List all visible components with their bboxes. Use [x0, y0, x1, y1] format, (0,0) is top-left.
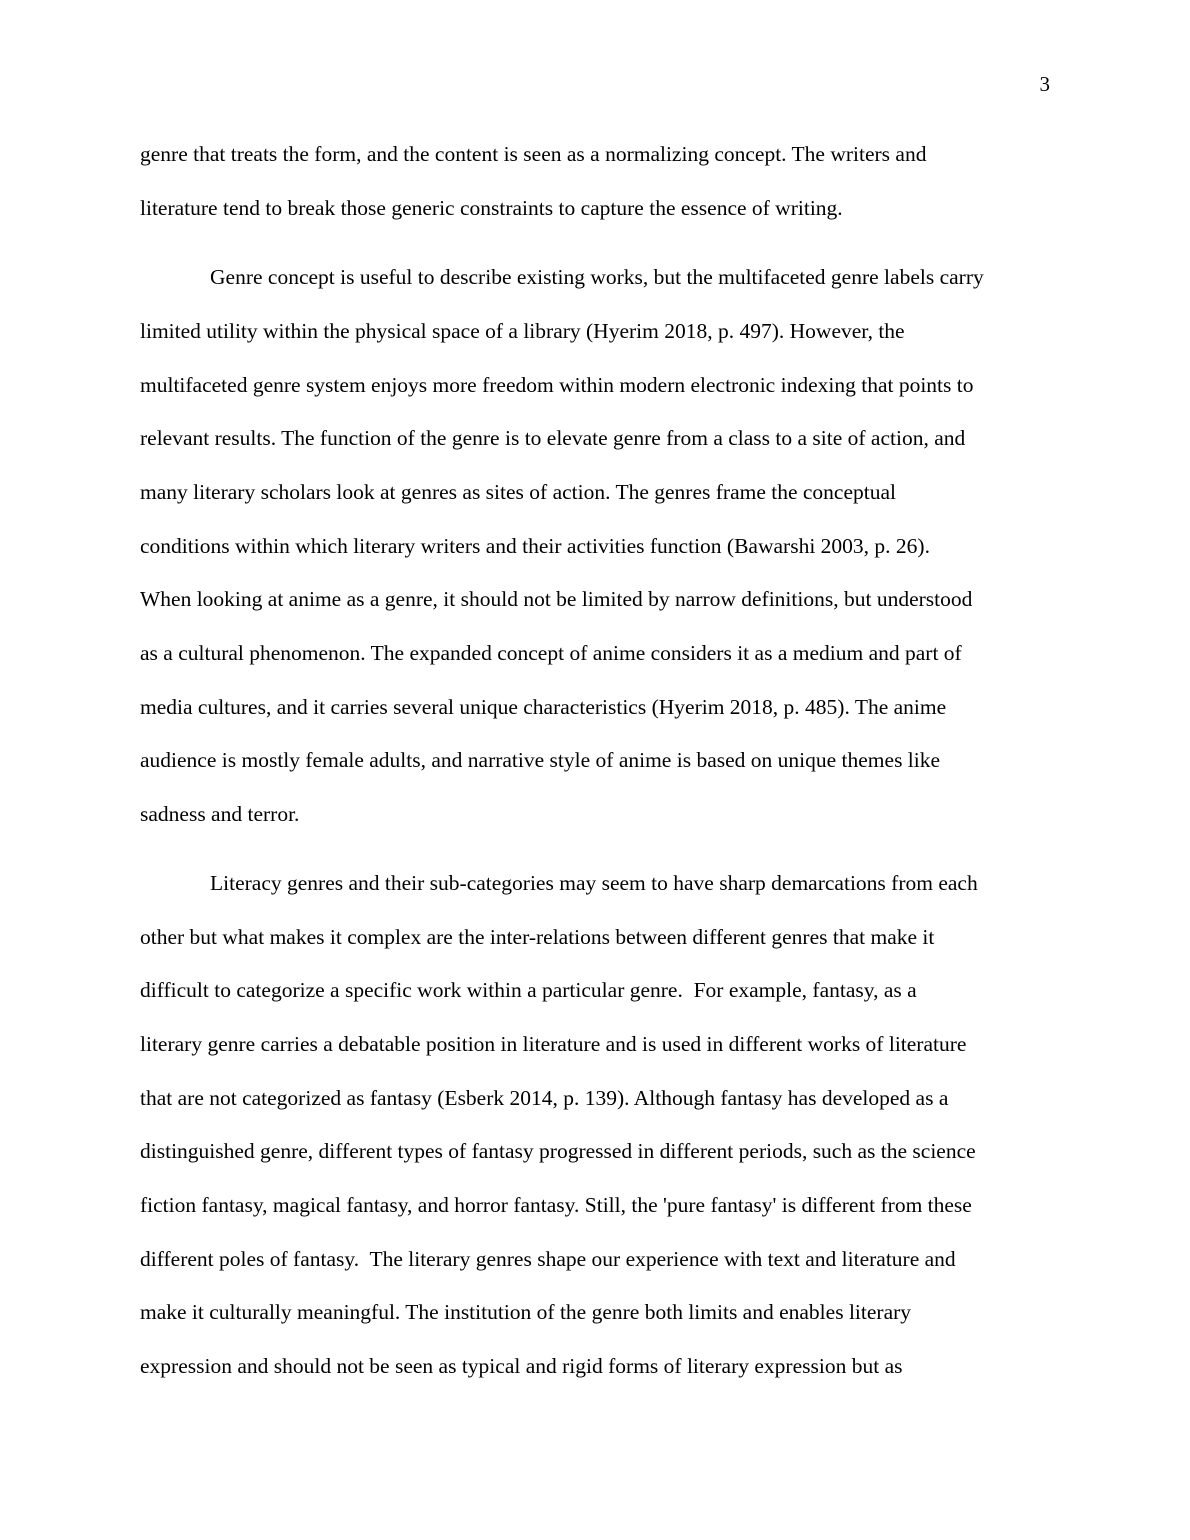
text-line: multifaceted genre system enjoys more freedom within modern electronic indexing that points to [140, 373, 974, 397]
text-line: expression and should not be seen as typical and rigid forms of literary expression but as [140, 1354, 903, 1378]
text-line: media cultures, and it carries several unique characteristics (Hyerim 2018, p. 485). The anime [140, 695, 947, 719]
text-line: Genre concept is useful to describe existing works, but the multifaceted genre labels carry [210, 265, 984, 289]
text-line: as a cultural phenomenon. The expanded concept of anime considers it as a medium and part of [140, 641, 962, 665]
text-line: fiction fantasy, magical fantasy, and horror fantasy. Still, the 'pure fantasy' is different from these [140, 1193, 972, 1217]
text-line: genre that treats the form, and the content is seen as a normalizing concept. The writers and [140, 142, 927, 166]
text-line: distinguished genre, different types of fantasy progressed in different periods, such as the science [140, 1139, 976, 1163]
text-line: literary genre carries a debatable position in literature and is used in different works of literature [140, 1032, 967, 1056]
text-line: audience is mostly female adults, and narrative style of anime is based on unique themes like [140, 748, 941, 772]
text-line: different poles of fantasy. The literary genres shape our experience with text and literature and [140, 1247, 956, 1271]
text-line: many literary scholars look at genres as sites of action. The genres frame the conceptual [140, 480, 897, 504]
text-line: difficult to categorize a specific work within a particular genre. For example, fantasy, as a [140, 978, 917, 1002]
text-line: that are not categorized as fantasy (Esberk 2014, p. 139). Although fantasy has developed as a [140, 1086, 949, 1110]
text-line: conditions within which literary writers and their activities function (Bawarshi 2003, p. 26). [140, 534, 930, 558]
text-line: make it culturally meaningful. The institution of the genre both limits and enables literary [140, 1300, 912, 1324]
text-line: When looking at anime as a genre, it should not be limited by narrow definitions, but understood [140, 587, 973, 611]
text-line: other but what makes it complex are the inter-relations between different genres that make it [140, 925, 935, 949]
text-line: limited utility within the physical space of a library (Hyerim 2018, p. 497). However, the [140, 319, 905, 343]
text-line: sadness and terror. [140, 802, 300, 826]
text-line: relevant results. The function of the genre is to elevate genre from a class to a site of action, and [140, 426, 966, 450]
text-line: Literacy genres and their sub-categories may seem to have sharp demarcations from each [210, 871, 978, 895]
text-line: literature tend to break those generic constraints to capture the essence of writing. [140, 196, 843, 220]
page-number: 3 [1039, 72, 1050, 96]
